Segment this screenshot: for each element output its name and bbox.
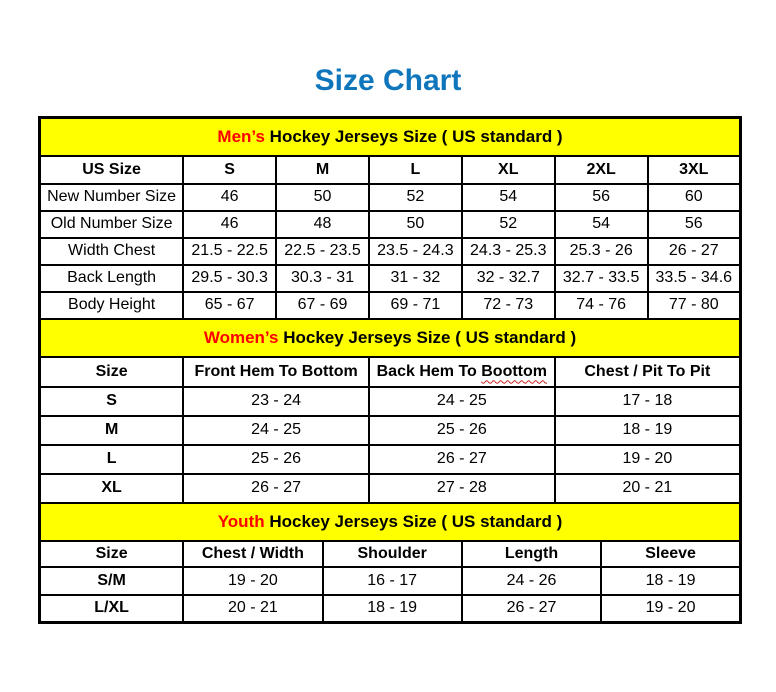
womens-section-title [40,319,741,357]
mens-value-cell: 48 [276,211,369,238]
youth-value-cell: 26 - 27 [462,595,601,623]
womens-column-header: Back Hem To Boottom [369,357,555,387]
youth-column-header: Chest / Width [183,541,322,567]
mens-value-cell: 33.5 - 34.6 [648,265,741,292]
mens-value-cell: 23.5 - 24.3 [369,238,462,265]
mens-column-header: M [276,156,369,184]
youth-section-title-accent: Youth [217,511,265,531]
mens-value-cell: 54 [462,184,555,211]
youth-value-cell: 20 - 21 [183,595,322,623]
mens-value-cell: 50 [276,184,369,211]
mens-value-cell: 60 [648,184,741,211]
mens-row-label: New Number Size [40,184,184,211]
youth-value-cell: 18 - 19 [323,595,462,623]
youth-value-cell: 24 - 26 [462,567,601,595]
youth-table-row [40,595,741,623]
youth-section-band-row [40,503,741,541]
womens-row-label: S [40,387,184,416]
womens-column-header: Chest / Pit To Pit [555,357,741,387]
mens-table-row [40,184,741,211]
mens-value-cell: 22.5 - 23.5 [276,238,369,265]
mens-table-row [40,292,741,319]
mens-section-title-accent: Men’s [217,126,265,146]
youth-section-title-rest: Hockey Jerseys Size ( US standard ) [264,511,563,531]
womens-value-cell: 26 - 27 [183,474,369,503]
mens-value-cell: 72 - 73 [462,292,555,319]
womens-section-title-accent: Women’s [203,327,279,347]
womens-column-header: Front Hem To Bottom [183,357,369,387]
womens-value-cell: 23 - 24 [183,387,369,416]
mens-value-cell: 74 - 76 [555,292,648,319]
mens-row-label: Back Length [40,265,184,292]
womens-header-row [40,357,741,387]
mens-value-cell: 69 - 71 [369,292,462,319]
size-chart-area [38,116,742,624]
mens-value-cell: 21.5 - 22.5 [183,238,276,265]
mens-value-cell: 29.5 - 30.3 [183,265,276,292]
womens-value-cell: 18 - 19 [555,416,741,445]
mens-row-label: Body Height [40,292,184,319]
youth-table-row [40,567,741,595]
youth-value-cell: 18 - 19 [601,567,740,595]
mens-value-cell: 77 - 80 [648,292,741,319]
mens-value-cell: 46 [183,184,276,211]
mens-column-header: XL [462,156,555,184]
mens-value-cell: 56 [555,184,648,211]
mens-header-row [40,156,741,184]
mens-value-cell: 25.3 - 26 [555,238,648,265]
mens-column-header: 2XL [555,156,648,184]
womens-value-cell: 26 - 27 [369,445,555,474]
mens-value-cell: 67 - 69 [276,292,369,319]
womens-table-row [40,416,741,445]
youth-column-header: Length [462,541,601,567]
size-chart-table [38,116,742,624]
mens-value-cell: 50 [369,211,462,238]
mens-value-cell: 31 - 32 [369,265,462,292]
youth-value-cell: 19 - 20 [601,595,740,623]
mens-column-header: S [183,156,276,184]
misspelled-word: Boottom [481,362,548,380]
womens-table-row [40,387,741,416]
womens-row-label: M [40,416,184,445]
youth-row-label: L/XL [40,595,184,623]
mens-value-cell: 26 - 27 [648,238,741,265]
youth-section-title [40,503,741,541]
mens-table-row [40,238,741,265]
womens-value-cell: 25 - 26 [183,445,369,474]
mens-value-cell: 54 [555,211,648,238]
youth-column-header: Shoulder [323,541,462,567]
mens-value-cell: 52 [462,211,555,238]
womens-table-row [40,445,741,474]
mens-value-cell: 52 [369,184,462,211]
mens-column-header: 3XL [648,156,741,184]
mens-section-title [40,118,741,156]
womens-column-header: Size [40,357,184,387]
mens-row-label: Old Number Size [40,211,184,238]
womens-row-label: XL [40,474,184,503]
mens-value-cell: 32 - 32.7 [462,265,555,292]
youth-column-header: Size [40,541,184,567]
womens-value-cell: 17 - 18 [555,387,741,416]
mens-value-cell: 30.3 - 31 [276,265,369,292]
mens-value-cell: 46 [183,211,276,238]
page-title: Size Chart [314,64,462,97]
mens-value-cell: 24.3 - 25.3 [462,238,555,265]
womens-value-cell: 24 - 25 [183,416,369,445]
youth-value-cell: 19 - 20 [183,567,322,595]
mens-value-cell: 56 [648,211,741,238]
mens-table-row [40,211,741,238]
womens-table-row [40,474,741,503]
womens-section-title-rest: Hockey Jerseys Size ( US standard ) [278,327,577,347]
womens-value-cell: 25 - 26 [369,416,555,445]
mens-row-label: Width Chest [40,238,184,265]
mens-value-cell: 65 - 67 [183,292,276,319]
youth-row-label: S/M [40,567,184,595]
mens-value-cell: 32.7 - 33.5 [555,265,648,292]
womens-value-cell: 24 - 25 [369,387,555,416]
womens-row-label: L [40,445,184,474]
youth-column-header: Sleeve [601,541,740,567]
youth-value-cell: 16 - 17 [323,567,462,595]
mens-column-header: L [369,156,462,184]
womens-value-cell: 20 - 21 [555,474,741,503]
mens-section-band-row [40,118,741,156]
womens-section-band-row [40,319,741,357]
womens-value-cell: 27 - 28 [369,474,555,503]
mens-table-row [40,265,741,292]
mens-column-header: US Size [40,156,184,184]
mens-section-title-rest: Hockey Jerseys Size ( US standard ) [264,126,563,146]
womens-value-cell: 19 - 20 [555,445,741,474]
youth-header-row [40,541,741,567]
